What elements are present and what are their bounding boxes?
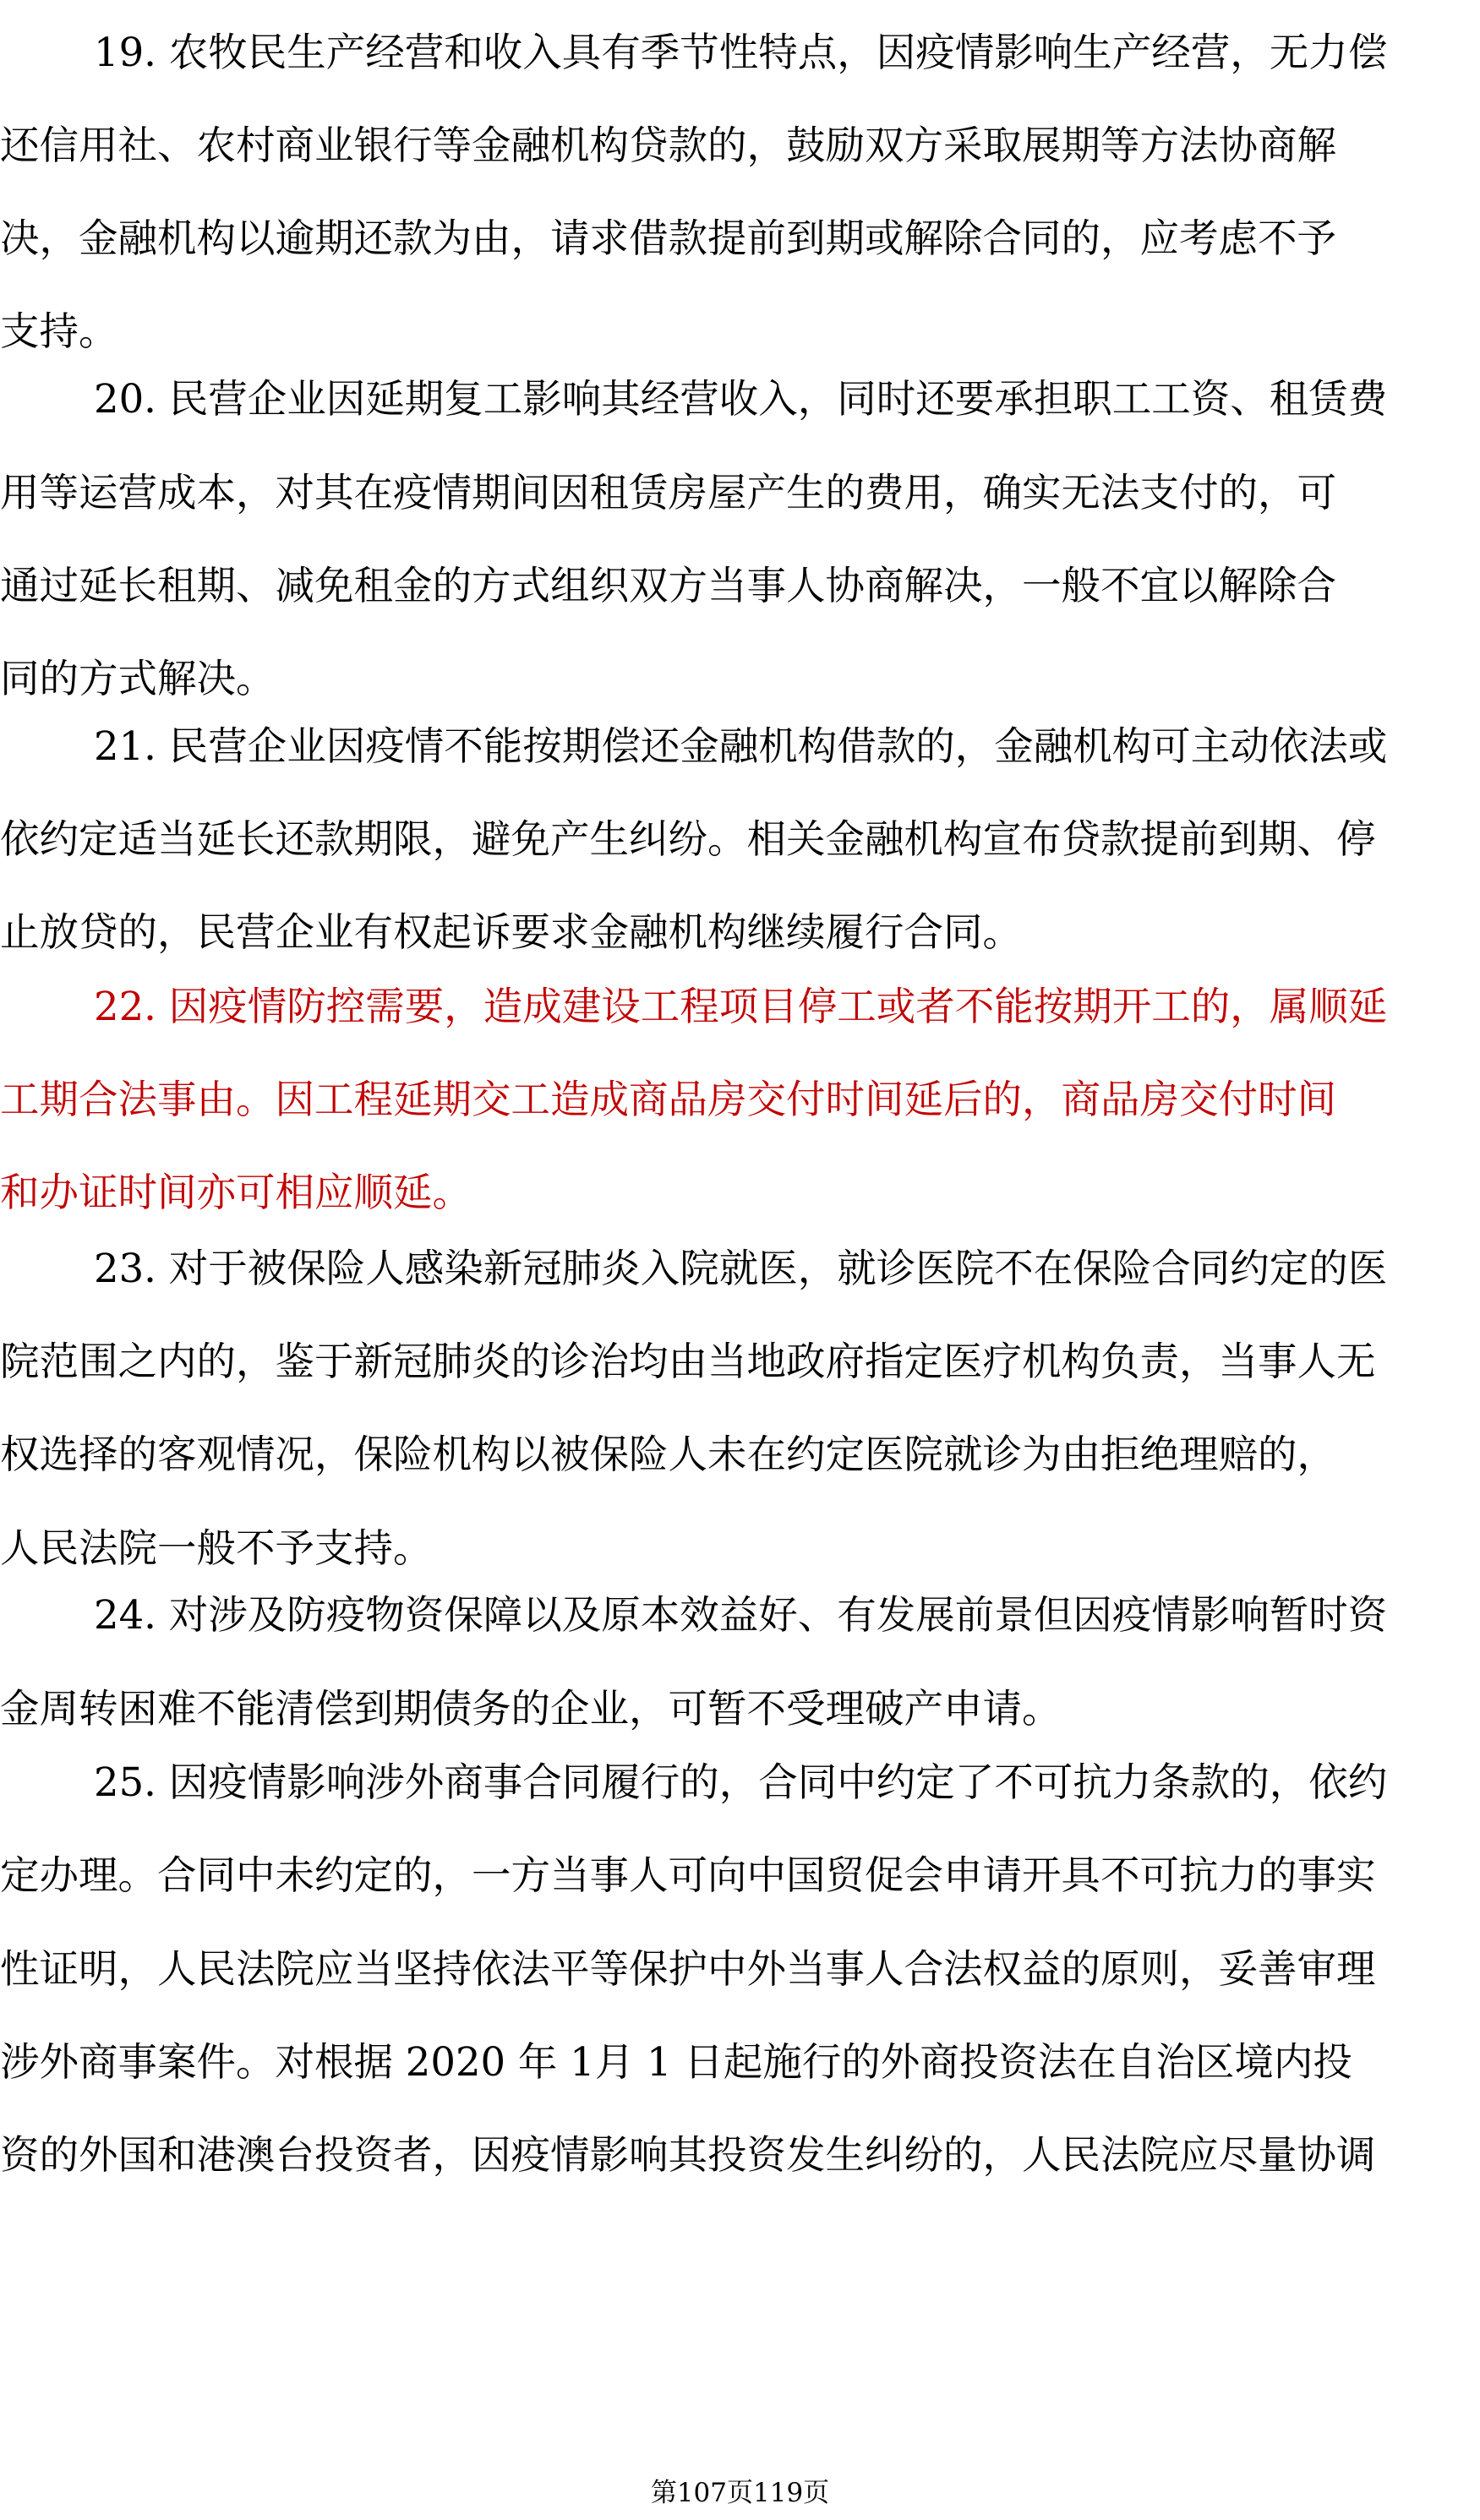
article-20-line-4: 同的方式解决。 — [0, 656, 276, 702]
article-22-line-1: 22. 因疫情防控需要，造成建设工程项目停工或者不能按期开工的，属顺延 — [94, 983, 1388, 1029]
page-number-footer: 第107页119页 — [650, 2478, 830, 2508]
article-25-line-4: 涉外商事案件。对根据 2020 年 1月 1 日起施行的外商投资法在自治区境内投 — [0, 2039, 1352, 2085]
article-25-line-5: 资的外国和港澳台投资者，因疫情影响其投资发生纠纷的，人民法院应尽量协调 — [0, 2132, 1376, 2179]
article-21-line-1: 21. 民营企业因疫情不能按期偿还金融机构借款的，金融机构可主动依法或 — [94, 723, 1388, 769]
article-23-line-3: 权选择的客观情况，保险机构以被保险人未在约定医院就诊为由拒绝理赔的， — [0, 1432, 1336, 1478]
article-20-line-3: 通过延长租期、减免租金的方式组织双方当事人协商解决，一般不宜以解除合 — [0, 562, 1336, 608]
article-21-line-3: 止放贷的，民营企业有权起诉要求金融机构继续履行合同。 — [0, 909, 1022, 956]
article-22-line-3: 和办证时间亦可相应顺延。 — [0, 1170, 472, 1216]
article-19-line-1: 19. 农牧民生产经营和收入具有季节性特点，因疫情影响生产经营，无力偿 — [94, 29, 1388, 75]
article-25-line-2: 定办理。合同中未约定的，一方当事人可向中国贸促会申请开具不可抗力的事实 — [0, 1852, 1376, 1899]
article-22-line-2: 工期合法事由。因工程延期交工造成商品房交付时间延后的，商品房交付时间 — [0, 1077, 1336, 1123]
article-25-line-3: 性证明，人民法院应当坚持依法平等保护中外当事人合法权益的原则，妥善审理 — [0, 1945, 1376, 1992]
article-19-line-2: 还信用社、农村商业银行等金融机构贷款的，鼓励双方采取展期等方法协商解 — [0, 122, 1336, 168]
article-21-line-2: 依约定适当延长还款期限，避免产生纠纷。相关金融机构宣布贷款提前到期、停 — [0, 816, 1376, 863]
article-23-line-4: 人民法院一般不予支持。 — [0, 1525, 433, 1571]
article-19-line-4: 支持。 — [0, 308, 118, 355]
article-20-line-2: 用等运营成本，对其在疫情期间因租赁房屋产生的费用，确实无法支付的，可 — [0, 469, 1336, 515]
article-23-line-2: 院范围之内的，鉴于新冠肺炎的诊治均由当地政府指定医疗机构负责，当事人无 — [0, 1339, 1376, 1385]
article-24-line-1: 24. 对涉及防疫物资保障以及原本效益好、有发展前景但因疫情影响暂时资 — [94, 1592, 1388, 1639]
article-20-line-1: 20. 民营企业因延期复工影响其经营收入，同时还要承担职工工资、租赁费 — [94, 376, 1388, 423]
article-19-line-3: 决，金融机构以逾期还款为由，请求借款提前到期或解除合同的，应考虑不予 — [0, 215, 1336, 262]
article-25-line-1: 25. 因疫情影响涉外商事合同履行的，合同中约定了不可抗力条款的，依约 — [94, 1759, 1388, 1806]
article-24-line-2: 金周转困难不能清偿到期债务的企业，可暂不受理破产申请。 — [0, 1685, 1062, 1732]
article-23-line-1: 23. 对于被保险人感染新冠肺炎入院就医，就诊医院不在保险合同约定的医 — [94, 1245, 1388, 1291]
